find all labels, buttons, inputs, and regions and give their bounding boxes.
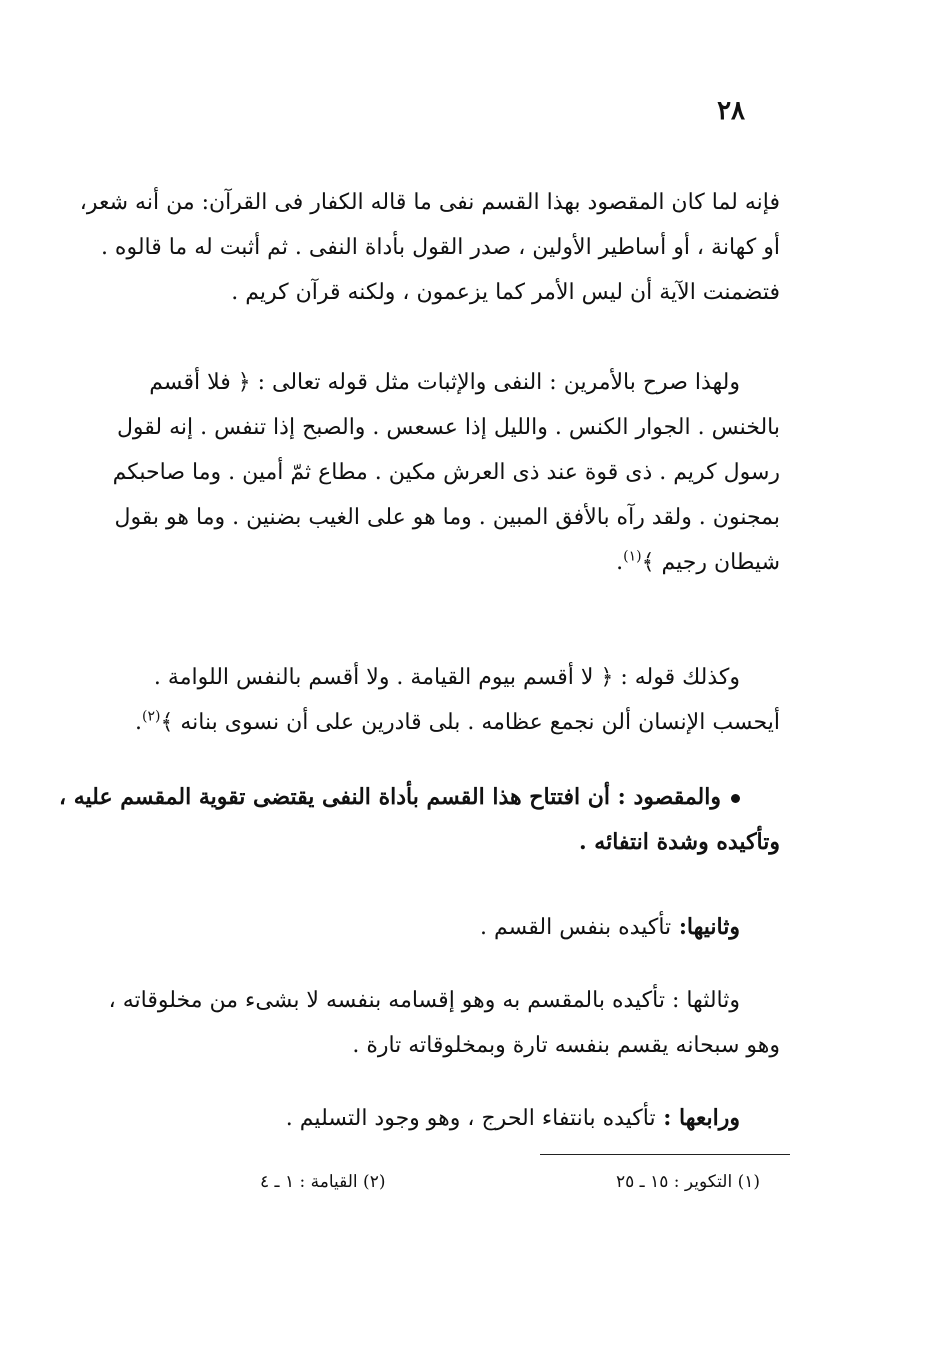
paragraph-line-text: تأكيده بالمقسم به وهو إقسامه بنفسه لا بشىء من مخلوقاته ، xyxy=(108,988,665,1013)
paragraph-line: وهو سبحانه يقسم بنفسه تارة وبمخلوقاته تارة . xyxy=(352,1033,780,1058)
paragraph-6 xyxy=(110,978,780,1068)
footnote-2: (٢) القيامة : ١ ـ ٤ xyxy=(260,1172,386,1192)
paragraph-line-text: أيحسب الإنسان ألن نجمع عظامه . بلى قادرين على أن نسوى بنانه ﴾ xyxy=(160,710,780,735)
paragraph-line-text: شيطان رجيم ﴾ xyxy=(641,550,780,575)
paragraph-trailing: . xyxy=(616,550,624,575)
paragraph-line xyxy=(110,905,780,950)
footnotes xyxy=(260,1172,760,1192)
paragraph-line-text: تأكيده بنفس القسم . xyxy=(480,915,672,940)
paragraph-line-text: والمقصود : أن افتتاح هذا القسم بأداة النفى يقتضى تقوية المقسم عليه ، xyxy=(58,784,721,810)
paragraph-line-last xyxy=(110,540,780,585)
paragraph-lead: وثانيها: xyxy=(671,914,740,940)
paragraph-line: وكذلك قوله : ﴿ لا أقسم بيوم القيامة . ولا أقسم بالنفس اللوامة . xyxy=(153,665,740,690)
paragraph-line: فإنه لما كان المقصود بهذا القسم نفى ما قاله الكفار فى القرآن: من أنه شعر، xyxy=(79,190,780,215)
paragraph-lead: ورابعها : xyxy=(655,1105,740,1131)
page-number: ٢٨ xyxy=(717,96,745,126)
paragraph-1 xyxy=(79,180,780,315)
paragraph-line: ولهذا صرح بالأمرين : النفى والإثبات مثل قوله تعالى : ﴿ فلا أقسم xyxy=(149,370,740,395)
paragraph-7 xyxy=(110,1096,780,1141)
paragraph-line: بالخنس . الجوار الكنس . والليل إذا عسعس . والصبح إذا تنفس . إنه لقول xyxy=(116,415,780,440)
paragraph-5 xyxy=(110,905,780,950)
footnote-divider xyxy=(540,1154,790,1155)
paragraph-line-last xyxy=(110,700,780,745)
footnote-1: (١) التكوير : ١٥ ـ ٢٥ xyxy=(616,1172,760,1192)
paragraph-line xyxy=(110,1096,780,1141)
bullet-icon xyxy=(731,794,740,803)
paragraph-trailing: . xyxy=(135,710,143,735)
paragraph-2 xyxy=(110,360,780,585)
paragraph-4 xyxy=(58,775,780,865)
paragraph-line: أو كهانة ، أو أساطير الأولين ، صدر القول بأداة النفى . ثم أثبت له ما قالوه . xyxy=(100,235,780,260)
footnote-ref-2: (٢) xyxy=(142,708,161,725)
paragraph-line: بمجنون . ولقد رآه بالأفق المبين . وما هو على الغيب بضنين . وما هو بقول xyxy=(114,505,780,530)
paragraph-line: وتأكيده وشدة انتفائه . xyxy=(578,829,780,855)
paragraph-line-text: تأكيده بانتفاء الحرج ، وهو وجود التسليم . xyxy=(285,1106,656,1131)
paragraph-line xyxy=(110,978,780,1023)
paragraph-lead: وثالثها : xyxy=(664,988,740,1013)
paragraph-line: رسول كريم . ذى قوة عند ذى العرش مكين . مطاع ثمّ أمين . وما صاحبكم xyxy=(112,460,780,485)
paragraph-line xyxy=(58,775,780,820)
footnote-ref-1: (١) xyxy=(623,548,642,565)
paragraph-line: فتضمنت الآية أن ليس الأمر كما يزعمون ، ولكنه قرآن كريم . xyxy=(231,280,780,305)
paragraph-3 xyxy=(110,655,780,745)
